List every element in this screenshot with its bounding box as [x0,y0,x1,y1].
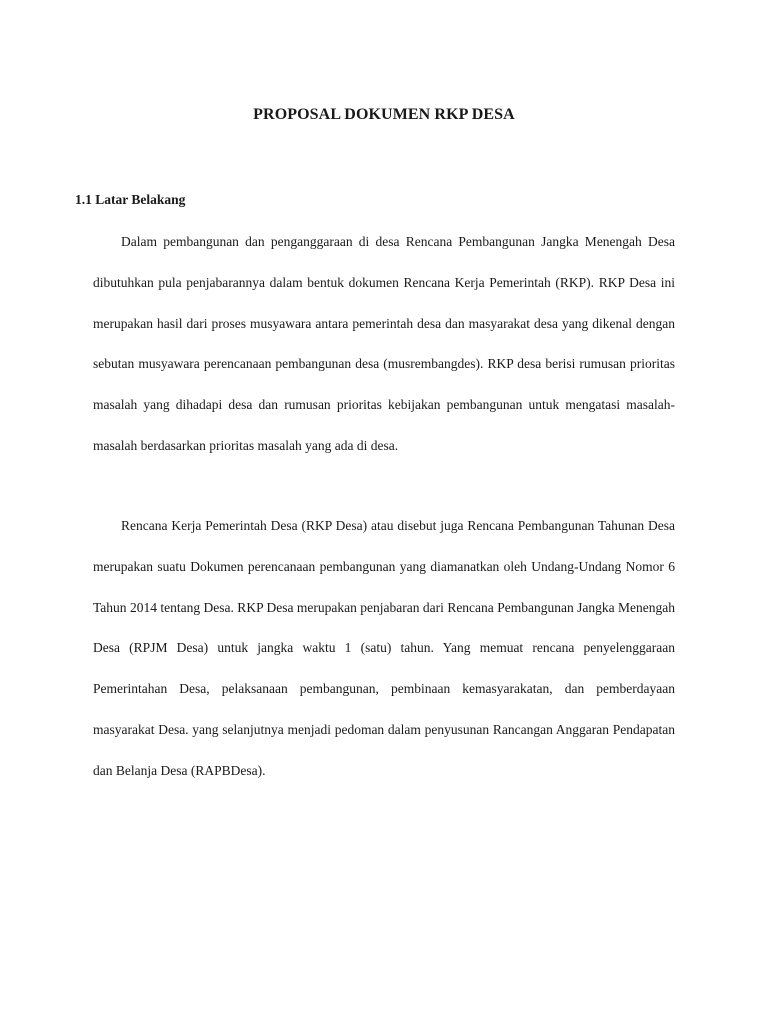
section-heading: 1.1 Latar Belakang [75,192,186,207]
paragraph-1: Dalam pembangunan dan penganggaraan di desa Rencana Pembangunan Jangka Menengah Desa dibutuhkan pula penjabarannya dalam bentuk dokumen Rencana Kerja Pemerintah (RKP). RKP Desa ini merupakan hasil dari proses musyawara antara pemerintah desa dan masyarakat desa yang dikenal dengan sebutan musyawara perencanaan pembangunan desa (musrembangdes). RKP desa berisi rumusan prioritas masalah yang dihadapi desa dan rumusan prioritas kebijakan pembangunan untuk mengatasi masalah-masalah berdasarkan prioritas masalah yang ada di desa. [93,234,675,453]
paragraph-2: Rencana Kerja Pemerintah Desa (RKP Desa) atau disebut juga Rencana Pembangunan Tahunan Desa merupakan suatu Dokumen perencanaan pembangunan yang diamanatkan oleh Undang-Undang Nomor 6 Tahun 2014 tentang Desa. RKP Desa merupakan penjabaran dari Rencana Pembangunan Jangka Menengah Desa (RPJM Desa) untuk jangka waktu 1 (satu) tahun. Yang memuat rencana penyelenggaraan Pemerintahan Desa, pelaksanaan pembangunan, pembinaan kemasyarakatan, dan pemberdayaan masyarakat Desa. yang selanjutnya menjadi pedoman dalam penyusunan Rancangan Anggaran Pendapatan dan Belanja Desa (RAPBDesa). [93,518,675,778]
document-title: PROPOSAL DOKUMEN RKP DESA [253,106,515,123]
